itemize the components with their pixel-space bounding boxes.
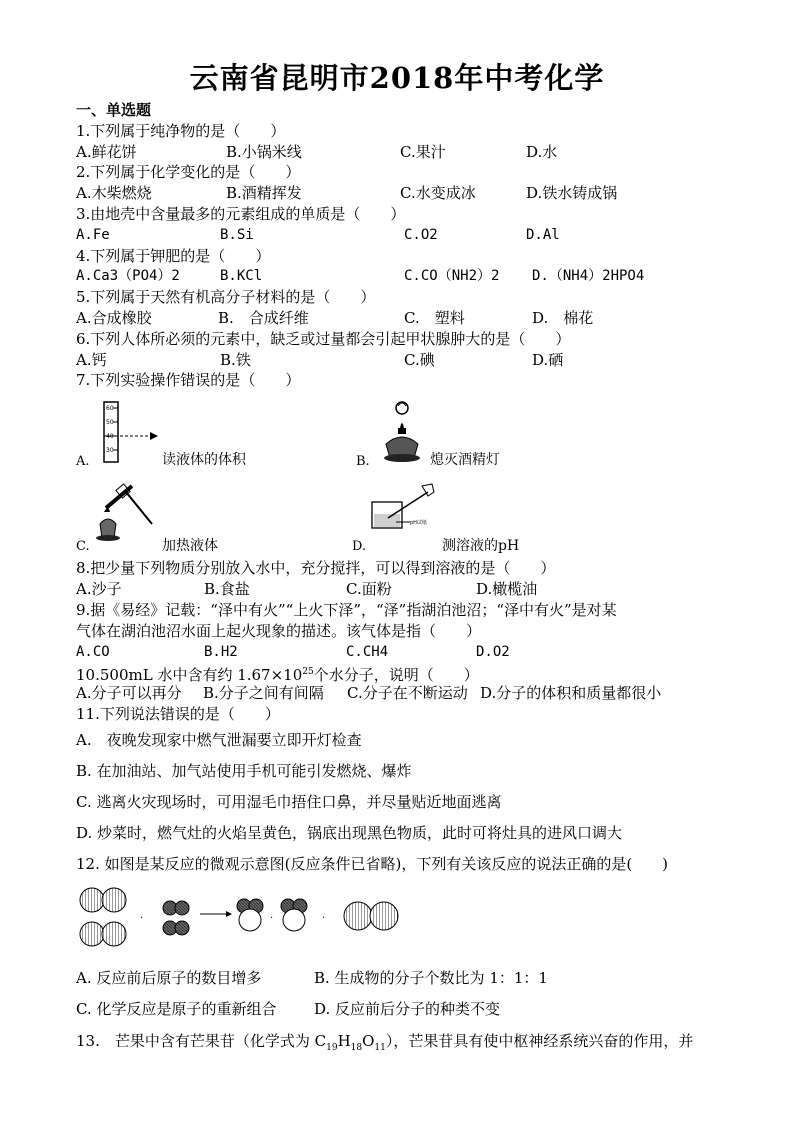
formula-subscript: 19 (326, 1043, 338, 1053)
figure-d-caption: 测溶液的pH (442, 538, 520, 554)
question-6-stem: 6.下列人体所必须的元素中，缺乏或过量都会引起甲状腺肿大的是（ ） (76, 330, 571, 348)
svg-text:·: · (270, 913, 274, 924)
question-2-stem: 2.下列属于化学变化的是（ ） (76, 163, 301, 181)
svg-text:·: · (140, 913, 144, 924)
figure-c-caption: 加热液体 (162, 538, 218, 554)
question-4-option-c: C.CO（NH2）2 (404, 268, 500, 284)
question-11-option-c: C. 逃离火灾现场时，可用湿毛巾捂住口鼻，并尽量贴近地面逃离 (76, 793, 502, 811)
ph-paper-label: pH试纸 (410, 520, 427, 526)
question-4-option-a: A.Ca3（PO4）2 (76, 268, 180, 284)
question-3-option-b: B.Si (220, 227, 254, 243)
question-11-option-a: A. 夜晚发现家中燃气泄漏要立即开灯检查 (76, 731, 362, 749)
question-6-option-c: C.碘 (404, 351, 435, 369)
question-10-stem-pre: 10.500mL 水中含有约 1.67×10 (76, 666, 303, 684)
question-1-option-a: A.鲜花饼 (76, 143, 137, 161)
question-2-option-a: A.木柴燃烧 (76, 184, 152, 202)
formula-element: H (337, 1032, 351, 1050)
figure-a-caption: 读液体的体积 (162, 452, 246, 468)
question-13-pre: 13. 芒果中含有芒果苷（化学式为 C (76, 1032, 327, 1050)
question-10-stem (76, 662, 479, 685)
question-12-option-a: A. 反应前后原子的数目增多 (76, 969, 262, 987)
question-12-option-d: D. 反应前后分子的种类不变 (314, 1000, 501, 1018)
question-4-option-b: B.KCl (220, 268, 263, 284)
figure-c-letter: C. (76, 539, 90, 554)
figure-d-letter: D. (352, 539, 367, 554)
question-1-stem: 1.下列属于纯净物的是（ ） (76, 122, 286, 140)
question-12-stem: 12. 如图是某反应的微观示意图(反应条件已省略)，下列有关该反应的说法正确的是( ) (76, 855, 669, 873)
question-3-stem: 3.由地壳中含量最多的元素组成的单质是（ ） (76, 205, 406, 223)
page-title: 云南省昆明市2018年中考化学 (189, 61, 605, 95)
question-11-stem: 11.下列说法错误的是（ ） (76, 705, 280, 723)
figure-b-caption: 熄灭酒精灯 (430, 452, 500, 468)
question-9-option-c: C.CH4 (346, 644, 389, 660)
question-5-option-b: B. 合成纤维 (218, 309, 309, 327)
ph-test-figure (366, 482, 446, 544)
question-3-option-c: C.O2 (404, 227, 438, 243)
question-5-option-c: C. 塑料 (404, 309, 465, 327)
tick-label: 60 (106, 405, 114, 412)
reaction-diagram (76, 884, 416, 954)
graduated-cylinder-figure (86, 398, 166, 468)
heating-liquid-figure (86, 480, 166, 550)
question-8-option-a: A.沙子 (76, 580, 122, 598)
formula-subscript: 18 (350, 1043, 363, 1053)
question-1-option-d: D.水 (526, 143, 558, 161)
question-9-option-d: D.O2 (476, 644, 510, 660)
figure-b-letter: B. (356, 454, 370, 469)
svg-text:·: · (322, 913, 326, 924)
question-13-stem (76, 1031, 693, 1058)
question-9-option-a: A.CO (76, 644, 110, 660)
question-5-stem: 5.下列属于天然有机高分子材料的是（ ） (76, 288, 376, 306)
question-2-option-c: C.水变成冰 (400, 184, 476, 202)
question-10-option-c: C.分子在不断运动 (347, 684, 468, 702)
formula-element: O (362, 1032, 375, 1050)
question-10-option-b: B.分子之间有间隔 (203, 684, 324, 702)
question-10-exponent: 25 (302, 667, 314, 677)
question-2-option-b: B.酒精挥发 (226, 184, 302, 202)
tick-label: 40 (106, 433, 114, 440)
question-9-option-b: B.H2 (204, 644, 238, 660)
question-13-post: ），芒果苷具有使中枢神经系统兴奋的作用，并 (385, 1032, 694, 1050)
section-heading: 一、单选题 (76, 101, 152, 119)
formula-subscript: 11 (374, 1043, 386, 1053)
question-8-stem: 8.把少量下列物质分别放入水中，充分搅拌，可以得到溶液的是（ ） (76, 559, 556, 577)
question-8-option-d: D.橄榄油 (476, 580, 538, 598)
question-5-option-a: A.合成橡胶 (76, 309, 152, 327)
question-6-option-b: B.铁 (220, 351, 251, 369)
question-11-option-d: D. 炒菜时，燃气灶的火焰呈黄色，锅底出现黑色物质，此时可将灶具的进风口调大 (76, 824, 623, 842)
question-4-option-d: D.（NH4）2HPO4 (532, 268, 645, 284)
question-8-option-c: C.面粉 (346, 580, 392, 598)
tick-label: 50 (106, 419, 114, 426)
question-5-option-d: D. 棉花 (532, 309, 594, 327)
question-10-stem-post: 个水分子，说明（ ） (313, 666, 479, 684)
question-7-stem: 7.下列实验操作错误的是（ ） (76, 371, 301, 389)
question-12-option-c: C. 化学反应是原子的重新组合 (76, 1000, 277, 1018)
question-10-option-d: D.分子的体积和质量都很小 (480, 684, 662, 702)
question-6-option-d: D.硒 (532, 351, 564, 369)
question-3-option-a: A.Fe (76, 227, 110, 243)
question-3-option-d: D.Al (526, 227, 560, 243)
question-8-option-b: B.食盐 (204, 580, 250, 598)
question-9-stem-line-1: 9.据《易经》记载：“泽中有火”“上火下泽”，“泽”指湖泊池沼；“泽中有火”是对某 (76, 601, 617, 619)
question-6-option-a: A.钙 (76, 351, 107, 369)
question-2-option-d: D.铁水铸成锅 (526, 184, 618, 202)
figure-a-letter: A. (76, 454, 90, 469)
question-12-option-b: B. 生成物的分子个数比为 1：1：1 (314, 969, 548, 987)
tick-label: 30 (106, 447, 114, 454)
question-4-stem: 4.下列属于钾肥的是（ ） (76, 247, 271, 265)
question-11-option-b: B. 在加油站、加气站使用手机可能引发燃烧、爆炸 (76, 762, 412, 780)
question-10-option-a: A.分子可以再分 (76, 684, 182, 702)
question-1-option-b: B.小锅米线 (226, 143, 302, 161)
question-9-stem-line-2: 气体在湖泊池沼水面上起火现象的描述。该气体是指（ ） (76, 622, 482, 640)
alcohol-lamp-figure (374, 396, 434, 468)
question-1-option-c: C.果汁 (400, 143, 446, 161)
